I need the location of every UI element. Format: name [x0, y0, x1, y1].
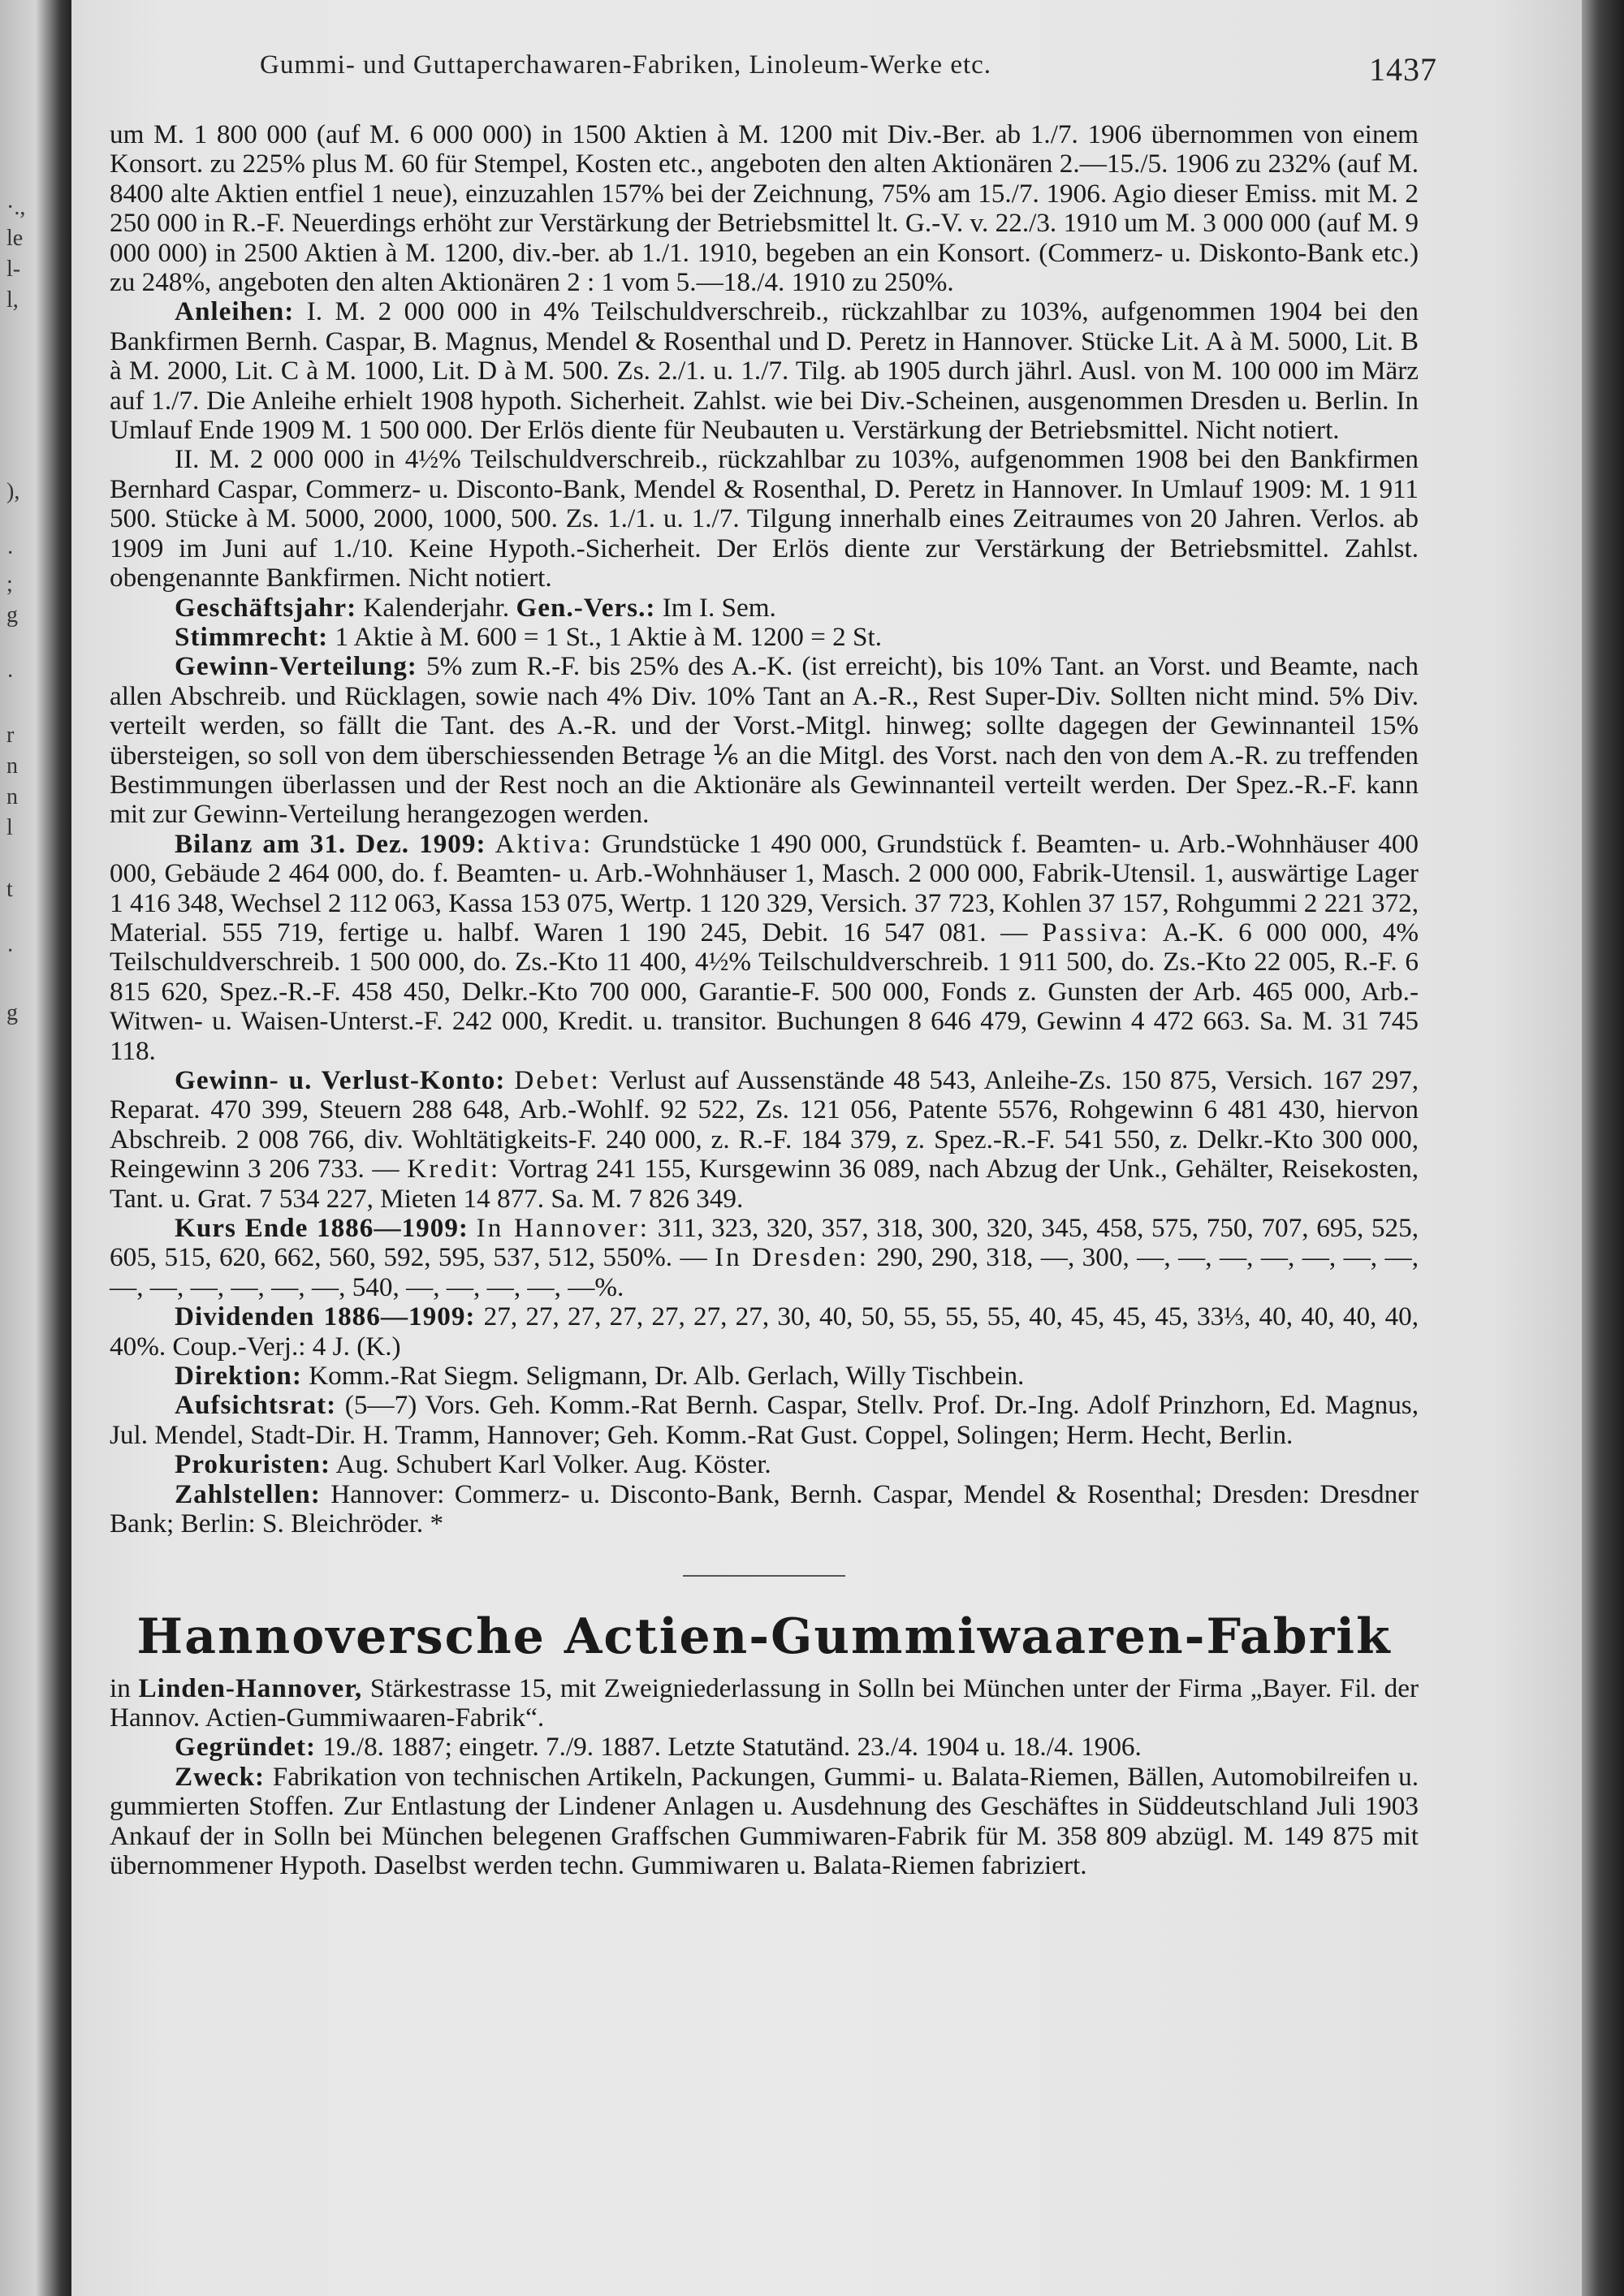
anleihen-text: I. M. 2 000 000 in 4% Teilschuldverschreib., rückzahlbar zu 103%, aufgenommen 1904 bei den Bankfirmen Bernh. Caspar, B. Magnus, Mendel & Rosenthal und D. Peretz in Hannover. Stücke Lit. A à M. 5000, Lit. B à M. 2000, Lit. C à M. 1000, Lit. D à M. 500. Zs. 2./1. u. 1./7. Tilg. ab 1905 durch jährl. Ausl. von M. 100 000 im März auf 1./7. Die Anleihe erhielt 1908 hypoth. Sicherheit. Zahlst. wie bei Div.-Scheinen, ausgenommen Dresden u. Berlin. In Umlauf Ende 1909 M. 1 500 000. Der Erlös diente für Neubauten u. Verstärkung der Betriebsmittel. Nicht notiert.	[110, 296, 1419, 446]
kredit-label: Kredit:	[407, 1154, 501, 1185]
zahlstellen-value: Hannover: Commerz- u. Disconto-Bank, Bernh. Caspar, Mendel & Rosenthal; Dresden: Dresdner Bank; Berlin: S. Bleichröder. *	[110, 1478, 1419, 1539]
gegruendet-value: 19./8. 1887; eingetr. 7./9. 1887. Letzte Statutänd. 23./4. 1904 u. 18./4. 1906.	[322, 1732, 1142, 1763]
section-divider	[683, 1575, 845, 1577]
margin-fragment: ·.,	[6, 195, 26, 220]
right-page-edge	[1582, 0, 1624, 2296]
prokuristen-value: Aug. Schubert Karl Volker. Aug. Köster.	[335, 1449, 771, 1480]
company-title: Hannoversche Actien-Gummiwaaren-Fabrik	[136, 1608, 1392, 1665]
stimmrecht-value: 1 Aktie à M. 600 = 1 St., 1 Aktie à M. 1200 = 2 St.	[335, 621, 883, 652]
zahlstellen-paragraph	[110, 1480, 1419, 1539]
gewinn-verteilung-label: Gewinn-Verteilung:	[175, 651, 417, 682]
aufsichtsrat-value: (5—7) Vors. Geh. Komm.-Rat Bernh. Caspar, Stellv. Prof. Dr.-Ing. Adolf Prinzhorn, Ed. Magnus, Jul. Mendel, Stadt-Dir. H. Tramm, Hannover; Geh. Komm.-Rat Gust. Coppel, Solingen; Herm. Hecht, Berlin.	[110, 1390, 1419, 1450]
anleihen-2-paragraph: II. M. 2 000 000 in 4½% Teilschuldverschreib., rückzahlbar zu 103%, aufgenommen 1908 bei den Bankfirmen Bernhard Caspar, Commerz- u. Disconto-Bank, Mendel & Rosenthal, D. Peretz in Hannover. In Umlauf 1909: M. 1 911 500. Stücke à M. 5000, 2000, 1000, 500. Zs. 1./1. u. 1./7. Tilgung innerhalb eines Zeitraumes von 20 Jahren. Verlos. ab 1909 im Juni auf 1./10. Keine Hypoth.-Sicherheit. Der Erlös diente zur Verstärkung der Betriebsmittel. Zahlst. obengenannte Bankfirmen. Nicht notiert.	[110, 444, 1419, 593]
dividenden-label: Dividenden 1886—1909:	[175, 1301, 476, 1332]
gewinn-verteilung-paragraph	[110, 652, 1419, 829]
company-location: Linden-Hannover,	[138, 1672, 363, 1703]
prokuristen-label: Prokuristen:	[175, 1449, 331, 1480]
guv-paragraph	[110, 1066, 1419, 1214]
direktion-line	[110, 1362, 1419, 1391]
page-body	[110, 120, 1419, 1880]
stimmrecht-line	[110, 623, 1419, 652]
guv-label: Gewinn- u. Verlust-Konto:	[175, 1065, 506, 1095]
margin-fragment: le	[6, 226, 24, 251]
bilanz-label: Bilanz am 31. Dez. 1909:	[175, 828, 486, 859]
kurs-dresden-label: In Dresden:	[715, 1242, 869, 1273]
gegruendet-label: Gegründet:	[175, 1732, 317, 1763]
kurs-label: Kurs Ende 1886—1909:	[175, 1213, 469, 1244]
margin-fragment: n	[6, 753, 18, 779]
direktion-value: Komm.-Rat Siegm. Seligmann, Dr. Alb. Gerlach, Willy Tischbein.	[309, 1361, 1025, 1392]
capital-history-paragraph: um M. 1 800 000 (auf M. 6 000 000) in 1500 Aktien à M. 1200 mit Div.-Ber. ab 1./7. 1906 übernommen von einem Konsort. zu 225% plus M. 60 für Stempel, Kosten etc., angeboten den alten Aktionären 2.—15./5. 1906 zu 232% (auf M. 8400 alte Aktien entfiel 1 neue), einzuzahlen 157% bei der Zeichnung, 75% am 15./7. 1906. Agio dieser Emiss. mit M. 2 250 000 in R.-F. Neuerdings erhöht zur Verstärkung der Betriebsmittel lt. G.-V. v. 22./3. 1910 um M. 3 000 000 (auf M. 9 000 000) in 2500 Aktien à M. 1200, div.-ber. ab 1./1. 1910, begeben an ein Konsort. (Commerz- u. Diskonto-Bank etc.) zu 248%, angeboten den alten Aktionären 2 : 1 vom 5.—18./4. 1910 zu 250%.	[110, 119, 1419, 298]
dividenden-paragraph	[110, 1302, 1419, 1362]
margin-fragment: g	[6, 602, 18, 628]
gegruendet-line	[110, 1733, 1419, 1762]
margin-fragment: g	[6, 1000, 18, 1025]
debet-text: Verlust auf Aussenstände 48 543, Anleihe-Zs. 150 875, Versich. 167 297, Reparat. 470 399, Steuern 288 648, Arb.-Wohlf. 92 522, Zs. 121 056, Patente 5576, Rohgewinn 6 481 430, hiervon Abschreib. 2 008 766, div. Wohltätigkeits-F. 240 000, z. R.-F. 184 379, z. Spez.-R.-F. 541 550, z. Delkr.-Kto 300 000, Reingewinn 3 206 733. —	[110, 1065, 1419, 1185]
zweck-label: Zweck:	[175, 1761, 266, 1792]
margin-fragment: ;	[6, 572, 13, 597]
margin-fragment: n	[6, 784, 18, 809]
margin-fragment: l,	[6, 287, 19, 313]
direktion-label: Direktion:	[175, 1361, 302, 1392]
running-title: Gummi- und Guttaperchawaren-Fabriken, Linoleum-Werke etc.	[260, 50, 992, 80]
zahlstellen-label: Zahlstellen:	[175, 1478, 321, 1509]
kredit-text: Vortrag 241 155, Kursgewinn 36 089, nach Abzug der Unk., Gehälter, Reisekosten, Tant. u. Grat. 7 534 227, Mieten 14 877. Sa. M. 7 826 349.	[110, 1154, 1419, 1214]
margin-fragment: ),	[6, 479, 20, 504]
gewinn-verteilung-text: 5% zum R.-F. bis 25% des A.-K. (ist erreicht), bis 10% Tant. an Vorst. und Beamte, nach allen Abschreib. und Rücklagen, sowie nach 4% Div. 10% Tant an A.-R., Rest Super-Div. Sollten nicht mind. 5% Div. verteilt werden, so fällt die Tant. des A.-R. und der Vorst.-Mitgl. hinweg; sollte dagegen der Gewinnanteil 15% übersteigen, so soll von dem überschiessenden Betrage ⅙ an die Mitgl. des Vorst. nach den von dem A.-R. zu treffenden Bestimmungen überlassen und der Rest noch an die Aktionäre als Gewinnanteil verteilt werden. Der Spez.-R.-F. kann mit zur Gewinn-Verteilung herangezogen werden.	[110, 651, 1419, 830]
page-number: 1437	[1369, 51, 1437, 88]
passiva-label: Passiva:	[1042, 917, 1150, 947]
zweck-value: Fabrikation von technischen Artikeln, Packungen, Gummi- u. Balata-Riemen, Bällen, Automobilreifen u. gummierten Stoffen. Zur Entlastung der Lindener Anlagen u. Ausdehnung des Geschäftes in Süddeutschland Juli 1903 Ankauf der in Solln bei München belegenen Graffschen Gummiwaren-Fabrik für M. 358 809 abzügl. M. 149 875 mit übernommener Hypoth. Daselbst werden techn. Gummiwaren u. Balata-Riemen fabriziert.	[110, 1761, 1419, 1880]
kurs-hannover-values: 311, 323, 320, 357, 318, 300, 320, 345, 458, 575, 750, 707, 695, 525, 605, 515, 620, 662, 560, 592, 595, 537, 512, 550%. —	[110, 1213, 1419, 1273]
genvers-value: Im I. Sem.	[662, 592, 776, 623]
margin-fragment: ·	[6, 541, 15, 566]
aktiva-text: Grundstücke 1 490 000, Grundstück f. Beamten- u. Arb.-Wohnhäuser 400 000, Gebäude 2 464 000, do. f. Beamten- u. Arb.-Wohnhäuser 1, Masch. 2 000 000, Fabrik-Utensil. 1, auswärtige Lager 1 416 348, Wechsel 2 112 063, Kassa 153 075, Wertp. 1 120 329, Versich. 37 723, Kohlen 37 157, Rohgummi 2 221 372, Material. 555 719, fertige u. halbf. Waren 1 190 245, Debit. 16 547 081. —	[110, 828, 1419, 947]
geschaeftsjahr-line	[110, 593, 1419, 623]
running-header	[260, 50, 1437, 88]
geschaeftsjahr-value: Kalenderjahr.	[363, 592, 510, 623]
margin-fragment: t	[6, 877, 13, 902]
kurs-hannover-label: In Hannover:	[476, 1213, 650, 1244]
aufsichtsrat-label: Aufsichtsrat:	[175, 1390, 337, 1421]
company-location-paragraph	[110, 1674, 1419, 1733]
debet-label: Debet:	[514, 1065, 601, 1095]
margin-fragment: ·	[6, 939, 15, 964]
kurs-paragraph	[110, 1214, 1419, 1302]
aktiva-label: Aktiva:	[495, 828, 594, 859]
anleihen-paragraph	[110, 297, 1419, 445]
bilanz-paragraph	[110, 830, 1419, 1066]
passiva-text: A.-K. 6 000 000, 4% Teilschuldverschreib. 1 500 000, do. Zs.-Kto 11 400, 4½% Teilschuldverschreib. 1 911 500, do. Zs.-Kto 22 005, R.-F. 6 815 620, Spez.-R.-F. 458 450, Delkr.-Kto 700 000, Garantie-F. 500 000, Fonds z. Gunsten der Arb. 465 000, Arb.-Witwen- u. Waisen-Unterst.-F. 242 000, Kredit. u. transitor. Buchungen 8 646 479, Gewinn 4 472 663. Sa. M. 31 745 118.	[110, 917, 1419, 1066]
left-margin-fragments	[0, 0, 32, 2296]
anleihen-label: Anleihen:	[175, 296, 295, 327]
margin-fragment: l	[6, 815, 13, 840]
kurs-dresden-values: 290, 290, 318, —, 300, —, —, —, —, —, —, —, —, —, —, —, —, —, 540, —, —, —, —, —%.	[110, 1242, 1419, 1302]
stimmrecht-label: Stimmrecht:	[175, 621, 329, 652]
aufsichtsrat-paragraph	[110, 1391, 1419, 1450]
company-location-text: Stärkestrasse 15, mit Zweigniederlassung in Solln bei München unter der Firma „Bayer. Fil. der Hannov. Actien-Gummiwaaren-Fabrik“.	[110, 1672, 1419, 1733]
zweck-paragraph	[110, 1763, 1419, 1881]
geschaeftsjahr-label: Geschäftsjahr:	[175, 592, 357, 623]
prokuristen-line	[110, 1450, 1419, 1479]
margin-fragment: l-	[6, 257, 21, 282]
dividenden-values: 27, 27, 27, 27, 27, 27, 27, 30, 40, 50, 55, 55, 55, 40, 45, 45, 45, 33⅓, 40, 40, 40, 40, 40%. Coup.-Verj.: 4 J. (K.)	[110, 1301, 1419, 1362]
margin-fragment: ·	[6, 664, 15, 689]
genvers-label: Gen.-Vers.:	[516, 592, 656, 623]
location-prefix: in	[110, 1672, 131, 1703]
margin-fragment: r	[6, 723, 15, 748]
